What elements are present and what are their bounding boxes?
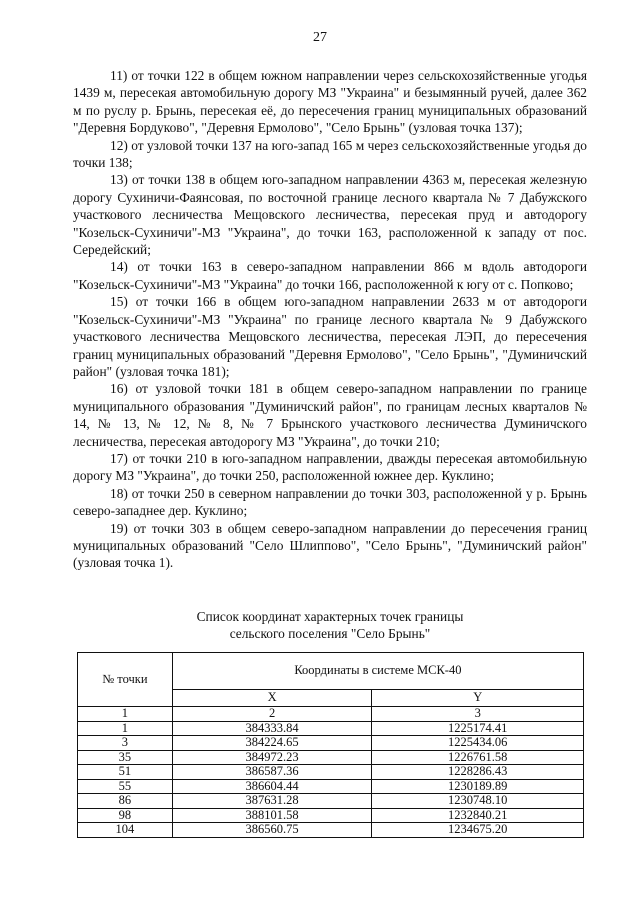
- table-title-line-1: Список координат характерных точек границы: [196, 609, 464, 624]
- cell-x: 388101.58: [172, 808, 372, 823]
- page-number: 27: [313, 30, 327, 45]
- cell-point: 55: [78, 779, 173, 794]
- table-row: [78, 750, 584, 765]
- column-number: 1: [78, 707, 173, 722]
- cell-y: 1230748.10: [372, 794, 584, 809]
- cell-y: 1232840.21: [372, 808, 584, 823]
- table-row: [78, 794, 584, 809]
- paragraph-12: 12) от узловой точки 137 на юго-запад 165 м через сельскохозяйственные угодья до точки 138;: [73, 137, 587, 171]
- table-title-line-2: сельского поселения "Село Брынь": [229, 626, 431, 641]
- column-number: 2: [172, 707, 372, 722]
- paragraph-19: 19) от точки 303 в общем северо-западном направлении до пересечения границ муниципальных образований "Село Шлиппово", "Село Брынь", "Думиничский район" (узловая точка 1).: [73, 520, 587, 571]
- paragraph-14: 14) от точки 163 в северо-западном направлении 866 м вдоль автодороги "Козельск-Сухиничи"-МЗ "Украина" до точки 166, расположенной к югу от с. Попково;: [73, 259, 587, 292]
- cell-x: 384972.23: [172, 750, 372, 765]
- table-row: [78, 736, 584, 751]
- table-row: [78, 779, 584, 794]
- cell-x: 386604.44: [172, 779, 372, 794]
- header-point-number: № точки: [78, 653, 173, 707]
- table-row: [78, 721, 584, 736]
- cell-point: 98: [78, 808, 173, 823]
- cell-point: 35: [78, 750, 173, 765]
- cell-x: 386587.36: [172, 765, 372, 780]
- paragraph-13: 13) от точки 138 в общем юго-западном направлении 4363 м, пересекая железную дорогу Сухиничи-Фаянсовая, по восточной границе лесного квартала № 7 Дабужского участкового лесничества Мещовского лесничества, пересекая пруд и автодорогу "Козельск-Сухиничи"-МЗ "Украина", до точки 163, расположенной к западу от пос. Середейский;: [73, 172, 587, 258]
- cell-point: 1: [78, 721, 173, 736]
- body-text: [73, 67, 587, 572]
- column-number: 3: [372, 707, 584, 722]
- cell-point: 51: [78, 765, 173, 780]
- cell-y: 1226761.58: [372, 750, 584, 765]
- paragraph-15: 15) от точки 166 в общем юго-западном направлении 2633 м от автодороги "Козельск-Сухиничи"-МЗ "Украина" по границе лесного квартала № 9 Дабужского участкового лесничества Мещовского лесничества, пересекая ЛЭП, до пересечения границ муниципальных образований "Деревня Ермолово", "Село Брынь", "Думиничский район" (узловая точка 181);: [73, 294, 587, 379]
- cell-y: 1230189.89: [372, 779, 584, 794]
- cell-y: 1225174.41: [372, 721, 584, 736]
- table-row: [78, 823, 584, 838]
- cell-point: 86: [78, 794, 173, 809]
- coordinates-table: [77, 652, 584, 838]
- table-row: [78, 765, 584, 780]
- header-x: X: [172, 690, 372, 707]
- cell-x: 387631.28: [172, 794, 372, 809]
- paragraph-16: 16) от узловой точки 181 в общем северо-западном направлении по границе муниципального образования "Думиничский район", по границам лесных кварталов № 14, № 13, № 12, № 8, № 7 Брынского участкового лесничества Думиничского лесничества, пересекая автодорогу МЗ "Украина", до точки 210;: [73, 381, 587, 449]
- header-coordinates: Координаты в системе МСК-40: [172, 653, 583, 690]
- table-row: [78, 808, 584, 823]
- paragraph-11: 11) от точки 122 в общем южном направлении через сельскохозяйственные угодья 1439 м, пересекая автомобильную дорогу МЗ "Украина" и безымянный ручей, далее 362 м по руслу р. Брынь, пересекая её, до пересечения границ муниципальных образований "Деревня Бордуково", "Деревня Ермолово", "Село Брынь" (узловая точка 137);: [73, 68, 587, 136]
- paragraph-18: 18) от точки 250 в северном направлении до точки 303, расположенной у р. Брынь северо-западнее дер. Куклино;: [73, 485, 587, 519]
- cell-y: 1234675.20: [372, 823, 584, 838]
- cell-point: 104: [78, 823, 173, 838]
- cell-y: 1228286.43: [372, 765, 584, 780]
- cell-y: 1225434.06: [372, 736, 584, 751]
- cell-point: 3: [78, 736, 173, 751]
- cell-x: 384333.84: [172, 721, 372, 736]
- table-title: [73, 608, 587, 642]
- header-y: Y: [372, 690, 584, 707]
- cell-x: 384224.65: [172, 736, 372, 751]
- paragraph-17: 17) от точки 210 в юго-западном направлении, дважды пересекая автомобильную дорогу МЗ "Украина", до точки 250, расположенной южнее дер. Куклино;: [73, 450, 587, 484]
- cell-x: 386560.75: [172, 823, 372, 838]
